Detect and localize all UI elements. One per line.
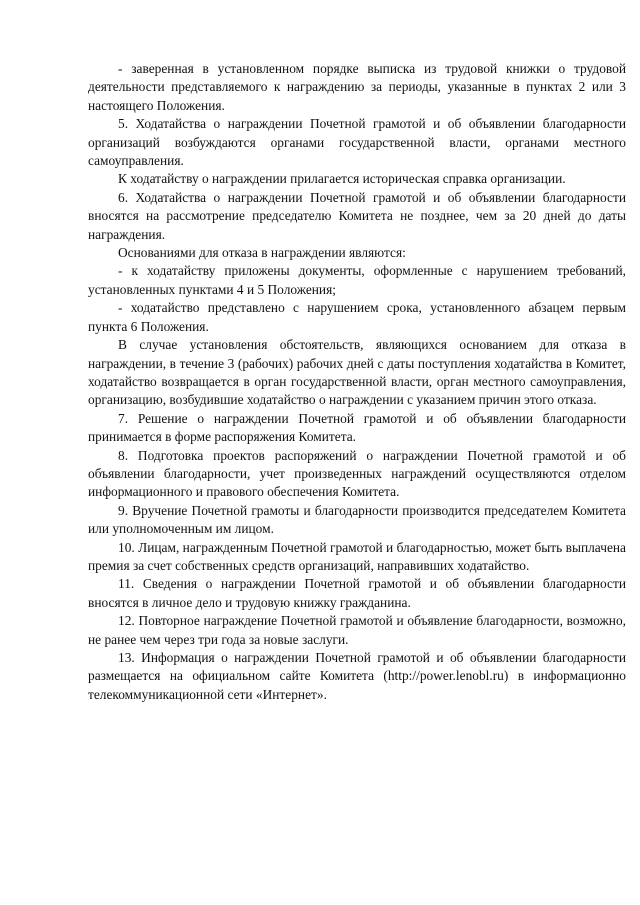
paragraph-5: 5. Ходатайства о награждении Почетной грамотой и об объявлении благодарности организаций возбуждаются органами государственной власти, органами местного самоуправления.: [88, 116, 626, 169]
paragraph-11: 11. Сведения о награждении Почетной грамотой и об объявлении благодарности вносятся в личное дело и трудовую книжку гражданина.: [88, 576, 626, 610]
paragraph-6: 6. Ходатайства о награждении Почетной грамотой и об объявлении благодарности вносятся на рассмотрение председателю Комитета не позднее, чем за 20 дней до даты награждения.: [88, 189, 626, 242]
paragraph-refusal-grounds: Основаниями для отказа в награждении являются:: [118, 245, 406, 261]
paragraph-13: 13. Информация о награждении Почетной грамотой и об объявлении благодарности размещается на официальном сайте Комитета (http://power.lenobl.ru) в информационно телекоммуникационной сети «Интернет».: [88, 650, 626, 702]
paragraph-5-attachment: К ходатайству о награждении прилагается историческая справка организации.: [118, 171, 566, 187]
list-item-refusal-documents: - к ходатайству приложены документы, оформленные с нарушением требований, установленных пунктами 4 и 5 Положения;: [88, 263, 626, 297]
paragraph-12: 12. Повторное награждение Почетной грамотой и объявление благодарности, возможно, не ранее чем через три года за новые заслуги.: [88, 613, 626, 647]
paragraph-refusal-return: В случае установления обстоятельств, являющихся основанием для отказа в награждении, в течение 3 (рабочих) рабочих дней с даты поступления ходатайства в Комитет, ходатайство возвращается в орган государственной власти, орган местного самоуправления, организацию, возбудившие ходатайство о награждении с указанием причин этого отказа.: [88, 337, 626, 408]
paragraph-9: 9. Вручение Почетной грамоты и благодарности производится председателем Комитета или уполномоченным им лицом.: [88, 502, 626, 537]
paragraph-7: 7. Решение о награждении Почетной грамотой и об объявлении благодарности принимается в форме распоряжения Комитета.: [88, 410, 626, 445]
document-page: [88, 60, 626, 704]
list-item-refusal-deadline: - ходатайство представлено с нарушением срока, установленного абзацем первым пункта 6 Положения.: [88, 300, 626, 334]
paragraph-extract-requirement: - заверенная в установленном порядке выписка из трудовой книжки о трудовой деятельности представляемого к награждению за периоды, указанные в пунктах 2 или 3 настоящего Положения.: [88, 61, 626, 113]
paragraph-8: 8. Подготовка проектов распоряжений о награждении Почетной грамотой и об объявлении благодарности, учет произведенных награждений осуществляются отделом информационного и правового обеспечения Комитета.: [88, 447, 626, 500]
paragraph-10: 10. Лицам, награжденным Почетной грамотой и благодарностью, может быть выплачена премия за счет собственных средств организаций, направивших ходатайство.: [88, 539, 626, 573]
